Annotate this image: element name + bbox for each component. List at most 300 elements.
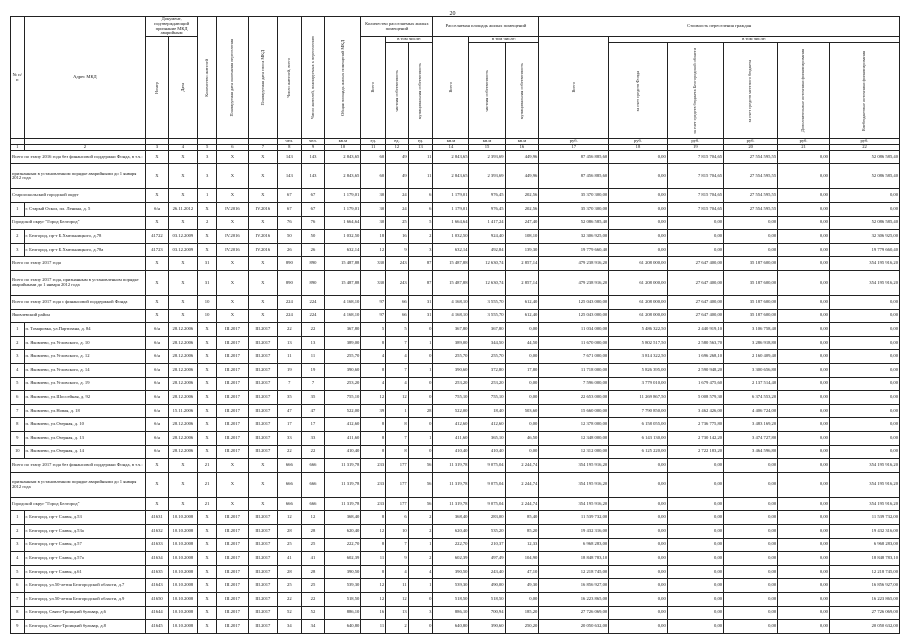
table-cell: 22 <box>277 445 301 459</box>
table-cell: 17 <box>301 418 325 432</box>
table-cell: III.2017 <box>217 620 249 634</box>
table-cell: III.2017 <box>217 524 249 538</box>
table-cell: 0,00 <box>505 350 539 364</box>
table-cell: 283,00 <box>469 511 505 525</box>
table-cell: 67 <box>301 189 325 203</box>
table-cell: 3 814 322,50 <box>609 350 668 364</box>
address-cell: г. Белгород, ул.50-летия Белгородской области, д.9 <box>24 592 146 606</box>
table-cell: 41723 <box>146 243 169 257</box>
table-cell: б/н <box>146 363 169 377</box>
table-cell: 518,50 <box>325 592 361 606</box>
address-cell: г. Белгород, пр-т Славы, д.57 <box>24 538 146 552</box>
table-cell: 28 <box>277 565 301 579</box>
table-cell: 255,70 <box>325 350 361 364</box>
address-cell: п. Яковлево, ул.Озерная, д. 14 <box>24 445 146 459</box>
table-cell: 2 <box>408 511 433 525</box>
table-cell: 31 <box>408 309 433 323</box>
table-cell: 10 <box>198 309 217 323</box>
table-cell: 11 <box>277 350 301 364</box>
table-cell: III.2017 <box>217 579 249 593</box>
table-cell: X <box>168 271 197 296</box>
table-cell: 66 <box>386 295 409 309</box>
table-cell: 35 187 600,00 <box>724 309 778 323</box>
table-cell: X <box>198 511 217 525</box>
header-area-private: частная собственность <box>483 69 489 112</box>
column-number-cell: 11 <box>361 145 386 151</box>
table-cell: 0,00 <box>667 459 723 473</box>
table-cell: 41645 <box>146 620 169 634</box>
table-cell: 19 779 660,40 <box>829 243 899 257</box>
table-cell: III.2017 <box>248 524 277 538</box>
table-cell: III.2017 <box>248 404 277 418</box>
table-cell: 0,00 <box>667 620 723 634</box>
column-number-cell: 14 <box>433 145 469 151</box>
table-row <box>11 150 900 164</box>
table-cell: III.2017 <box>248 418 277 432</box>
table-cell: 0,00 <box>609 459 668 473</box>
table-cell: 354 195 916,20 <box>829 257 899 271</box>
table-cell: X <box>198 431 217 445</box>
table-cell: 247,40 <box>505 216 539 230</box>
table-cell: X <box>198 579 217 593</box>
address-cell: г. Белгород, Свято-Троицкий бульвар, д.8 <box>24 620 146 634</box>
table-cell: X <box>168 497 197 511</box>
table-cell: 61 208 000,00 <box>609 257 668 271</box>
table-cell: 4 406 724,00 <box>724 404 778 418</box>
table-cell: 60 <box>361 164 386 189</box>
table-cell: 18,40 <box>469 404 505 418</box>
table-cell: б/н <box>146 431 169 445</box>
table-cell: 49 <box>386 150 409 164</box>
table-cell: 0,00 <box>667 472 723 497</box>
table-cell: 0,00 <box>667 606 723 620</box>
table-cell: 2 244,74 <box>505 497 539 511</box>
table-cell: 1 <box>386 404 409 418</box>
table-cell: 1 679 475,60 <box>667 377 723 391</box>
table-cell: 666 <box>277 472 301 497</box>
table-cell: III.2017 <box>248 391 277 405</box>
table-cell: X <box>168 459 197 473</box>
table-cell: 0,00 <box>829 202 899 216</box>
table-cell: 390,50 <box>325 565 361 579</box>
table-cell: 0,00 <box>778 538 830 552</box>
table-cell: 0,00 <box>724 459 778 473</box>
header-cost-region: за счет средств бюджета Белгородской области <box>692 47 698 134</box>
table-cell: 18 848 783,10 <box>539 552 609 566</box>
header-residents: Количество жителей <box>203 58 209 97</box>
table-cell: 10.10.2008 <box>168 565 197 579</box>
table-cell: 2 <box>408 552 433 566</box>
table-cell: 25 <box>301 538 325 552</box>
table-cell: 0,00 <box>829 323 899 337</box>
table-cell: 41644 <box>146 606 169 620</box>
table-cell: 1 <box>408 579 433 593</box>
table-cell: 25 <box>277 579 301 593</box>
table-cell: 255,70 <box>469 350 505 364</box>
table-cell: 0,00 <box>724 579 778 593</box>
table-cell: 16 223 865,00 <box>539 592 609 606</box>
table-cell: 2 843,65 <box>325 150 361 164</box>
table-cell: б/н <box>146 391 169 405</box>
table-cell: 0 <box>408 350 433 364</box>
table-row <box>11 445 900 459</box>
table-cell: 0,00 <box>778 524 830 538</box>
row-label-cell: Городской округ "Город Белгород" <box>11 216 146 230</box>
unit-cell: кв.м <box>325 139 361 145</box>
table-cell: 0,00 <box>778 230 830 244</box>
table-cell: 41643 <box>146 579 169 593</box>
table-cell: 0,00 <box>829 445 899 459</box>
address-cell: г. Белгород, пр-т Славы, д.57а <box>24 552 146 566</box>
table-cell: 354 195 916,20 <box>539 459 609 473</box>
table-cell: 9 <box>386 243 409 257</box>
table-cell: 35 370 300,00 <box>539 202 609 216</box>
row-number-cell: 2 <box>11 524 25 538</box>
table-cell: 87 <box>408 257 433 271</box>
table-cell: 41632 <box>146 524 169 538</box>
row-label-cell: Старооскольский городской округ <box>11 189 146 203</box>
table-cell: 4 <box>408 565 433 579</box>
address-cell: г. Белгород, пр-т Б.Хмельницкого, д.78 <box>24 230 146 244</box>
table-cell: 1 <box>408 363 433 377</box>
table-cell: 4 <box>386 377 409 391</box>
table-cell: 61 208 000,00 <box>609 271 668 296</box>
table-cell: III.2017 <box>248 620 277 634</box>
unit-cell: ед. <box>408 139 433 145</box>
table-cell: 143 <box>301 150 325 164</box>
table-cell: 32 306 925,00 <box>829 230 899 244</box>
table-cell: 890 <box>277 257 301 271</box>
table-cell: X <box>248 271 277 296</box>
table-cell: 41634 <box>146 552 169 566</box>
table-cell: 0 <box>408 445 433 459</box>
table-row <box>11 524 900 538</box>
table-cell: 7 <box>386 538 409 552</box>
table-cell: 22 <box>277 323 301 337</box>
table-cell: 97 <box>361 295 386 309</box>
table-cell: III.2017 <box>248 431 277 445</box>
table-cell: 11 319,78 <box>325 472 361 497</box>
table-cell: 224 <box>301 309 325 323</box>
table-cell: III.2017 <box>217 538 249 552</box>
table-cell: 632,14 <box>325 243 361 257</box>
header-document: Документ, подтверждающий признание МКД аварийным <box>146 17 198 37</box>
table-cell: 35 370 300,00 <box>539 189 609 203</box>
unit-cell: кв.м <box>469 139 505 145</box>
table-cell: 33 <box>301 431 325 445</box>
table-cell: 3 286 918,80 <box>724 336 778 350</box>
row-number-cell: 2 <box>11 230 25 244</box>
table-cell: 0,00 <box>667 565 723 579</box>
table-cell: III.2017 <box>248 511 277 525</box>
table-cell: X <box>198 391 217 405</box>
table-cell: 5 826 395,00 <box>609 363 668 377</box>
table-cell: 0,00 <box>505 377 539 391</box>
column-number-cell: 16 <box>505 145 539 151</box>
table-cell: 5 <box>408 216 433 230</box>
header-rooms-group: Количество расселяемых жилых помещений <box>361 17 433 37</box>
table-cell: 2 393,69 <box>469 164 505 189</box>
table-cell: 31 <box>198 271 217 296</box>
table-cell: 85,40 <box>505 511 539 525</box>
table-row <box>11 431 900 445</box>
table-cell: б/н <box>146 377 169 391</box>
table-row <box>11 538 900 552</box>
table-cell: 18 <box>361 230 386 244</box>
table-cell: 0,00 <box>724 511 778 525</box>
table-cell: 354 195 916,20 <box>539 472 609 497</box>
table-cell: 21 <box>198 459 217 473</box>
table-cell: 412,60 <box>469 418 505 432</box>
table-cell: 0,00 <box>724 497 778 511</box>
table-cell: 0,00 <box>778 552 830 566</box>
table-cell: X <box>146 497 169 511</box>
table-cell: 253,20 <box>433 377 469 391</box>
table-cell: 8 <box>361 363 386 377</box>
table-cell: 0,00 <box>667 243 723 257</box>
table-cell: 976,45 <box>469 202 505 216</box>
table-cell: 41650 <box>146 592 169 606</box>
table-cell: 20 050 632,00 <box>829 620 899 634</box>
address-cell: г. Белгород, пр-т Б.Хмельницкого, д.78а <box>24 243 146 257</box>
table-cell: 210,37 <box>469 538 505 552</box>
table-cell: X <box>198 202 217 216</box>
table-cell: 12 <box>301 511 325 525</box>
table-cell: 222,70 <box>325 538 361 552</box>
table-cell: 0,00 <box>778 243 830 257</box>
table-cell: 125 043 000,00 <box>539 309 609 323</box>
table-cell: 7 <box>386 336 409 350</box>
table-cell: 1 179,01 <box>433 202 469 216</box>
table-cell: 61 208 000,00 <box>609 309 668 323</box>
table-cell: 0,00 <box>609 592 668 606</box>
table-cell: 410,40 <box>469 445 505 459</box>
table-cell: 2 137 514,40 <box>724 377 778 391</box>
table-cell: 16 223 865,00 <box>829 592 899 606</box>
table-cell: 4 <box>361 377 386 391</box>
table-cell: 3 464 596,80 <box>724 445 778 459</box>
table-cell: 28 <box>301 565 325 579</box>
table-cell: 1 <box>408 538 433 552</box>
table-cell: 2 244,74 <box>505 459 539 473</box>
table-cell: 2 580 563,70 <box>667 336 723 350</box>
unit-cell: руб. <box>724 139 778 145</box>
row-number-cell: 1 <box>11 202 25 216</box>
table-cell: 26.11.2012 <box>168 202 197 216</box>
table-cell: 0,00 <box>778 459 830 473</box>
table-cell: 35 <box>277 391 301 405</box>
table-cell: 3 <box>408 243 433 257</box>
table-cell: 3 300 656,80 <box>724 363 778 377</box>
table-row <box>11 243 900 257</box>
table-cell: 0,00 <box>829 350 899 364</box>
table-cell: 666 <box>301 472 325 497</box>
table-cell: 4 168,10 <box>433 309 469 323</box>
table-cell: 0,00 <box>609 511 668 525</box>
table-cell: 666 <box>301 497 325 511</box>
table-cell: 50 <box>301 230 325 244</box>
table-cell: 0,00 <box>609 538 668 552</box>
table-cell: 15 660 000,00 <box>539 404 609 418</box>
table-cell: X <box>198 363 217 377</box>
address-cell: г. Белгород, Свято-Троицкий бульвар, д.6 <box>24 606 146 620</box>
table-cell: 12 378 000,00 <box>539 418 609 432</box>
table-cell: 6 125 220,00 <box>609 445 668 459</box>
table-cell: 52 086 585,40 <box>539 216 609 230</box>
column-number-cell: 3 <box>146 145 169 151</box>
header-cost-local: за счет средств местного бюджета <box>747 59 753 122</box>
table-cell: 6 968 283,00 <box>829 538 899 552</box>
table-cell: 253,20 <box>325 377 361 391</box>
table-cell: X <box>248 472 277 497</box>
table-cell: 0 <box>408 620 433 634</box>
table-cell: III.2017 <box>217 511 249 525</box>
table-cell: 11 <box>408 150 433 164</box>
unit-cell: чел. <box>277 139 301 145</box>
address-cell: п. Яковлево, ул.Угловского, д. 19 <box>24 377 146 391</box>
table-cell: 503,60 <box>505 404 539 418</box>
unit-cell: руб. <box>778 139 830 145</box>
table-cell: 41635 <box>146 565 169 579</box>
table-row <box>11 189 900 203</box>
table-cell: 0,00 <box>667 592 723 606</box>
table-cell: 31 <box>408 295 433 309</box>
table-cell: 755,10 <box>325 391 361 405</box>
column-number-cell: 12 <box>386 145 409 151</box>
table-cell: 0,00 <box>667 511 723 525</box>
table-cell: 410,40 <box>433 445 469 459</box>
table-cell: 47,10 <box>505 565 539 579</box>
table-cell: 1 696 268,10 <box>667 350 723 364</box>
column-number-cell: 20 <box>724 145 778 151</box>
address-cell: п. Томаровка, ул.Партизана, д. 84 <box>24 323 146 337</box>
table-cell: X <box>198 538 217 552</box>
table-cell: 87 456 885,60 <box>539 164 609 189</box>
table-row <box>11 336 900 350</box>
table-row <box>11 552 900 566</box>
table-cell: 354 195 916,20 <box>539 497 609 511</box>
table-row <box>11 202 900 216</box>
table-cell: 243 <box>386 271 409 296</box>
table-cell: 11 319,78 <box>433 497 469 511</box>
table-cell: 27 554 595,55 <box>724 189 778 203</box>
table-row <box>11 620 900 634</box>
header-no: № п/п <box>11 17 25 139</box>
table-row <box>11 418 900 432</box>
column-number-cell: 2 <box>24 145 146 151</box>
table-cell: 1 179,01 <box>325 189 361 203</box>
table-cell: X <box>198 404 217 418</box>
table-cell: 243,40 <box>469 565 505 579</box>
table-cell: 0,00 <box>778 404 830 418</box>
table-cell: 11 539 732,00 <box>539 511 609 525</box>
table-cell: X <box>198 230 217 244</box>
table-cell: 27 554 595,55 <box>724 164 778 189</box>
table-cell: 19 779 660,40 <box>539 243 609 257</box>
table-cell: 10.10.2008 <box>168 592 197 606</box>
table-cell: 6 <box>386 511 409 525</box>
table-cell: 518,50 <box>469 592 505 606</box>
table-cell: 0,00 <box>829 431 899 445</box>
table-row <box>11 295 900 309</box>
table-cell: X <box>168 189 197 203</box>
table-cell: 612,40 <box>505 309 539 323</box>
table-cell: 19 <box>301 363 325 377</box>
table-cell: 0,00 <box>829 363 899 377</box>
table-cell: 490,00 <box>469 579 505 593</box>
row-number-cell: 5 <box>11 377 25 391</box>
table-cell: X <box>248 309 277 323</box>
header-rooms-municipal: муниципальная собственность <box>417 62 423 119</box>
table-cell: 1 032,50 <box>325 230 361 244</box>
table-cell: 52 086 585,40 <box>829 216 899 230</box>
table-cell: III.2017 <box>248 552 277 566</box>
table-cell: X <box>168 216 197 230</box>
table-cell: 8 <box>361 511 386 525</box>
table-cell: 22 653 000,00 <box>539 391 609 405</box>
table-cell: 8 <box>386 418 409 432</box>
table-cell: X <box>198 323 217 337</box>
table-cell: 330 <box>361 271 386 296</box>
address-cell: п. Яковлево, ул.Озерная, д. 13 <box>24 431 146 445</box>
unit-cell: кв.м <box>433 139 469 145</box>
table-cell: 21 <box>198 497 217 511</box>
table-cell: 12 <box>361 579 386 593</box>
table-cell: X <box>198 524 217 538</box>
table-cell: 0,00 <box>609 189 668 203</box>
table-cell: 87 456 885,60 <box>539 150 609 164</box>
table-cell: 890 <box>301 257 325 271</box>
address-cell: п. Яковлево, ул.Угловского, д. 10 <box>24 336 146 350</box>
table-cell: 0,00 <box>829 404 899 418</box>
table-cell: 3 <box>408 606 433 620</box>
table-cell: 522,00 <box>433 404 469 418</box>
table-cell: X <box>217 257 249 271</box>
table-cell: 17,80 <box>505 363 539 377</box>
table-cell: X <box>198 620 217 634</box>
table-cell: 0,00 <box>778 257 830 271</box>
table-cell: 19 432 316,00 <box>829 524 899 538</box>
table-cell: 26 <box>277 243 301 257</box>
table-cell: 28.12.2006 <box>168 350 197 364</box>
table-cell: 25 <box>386 216 409 230</box>
table-cell: 0,00 <box>778 497 830 511</box>
table-cell: 22 <box>277 592 301 606</box>
table-cell: 224 <box>277 309 301 323</box>
table-cell: III.2017 <box>217 350 249 364</box>
table-cell: 390,60 <box>325 363 361 377</box>
column-number-cell: 21 <box>778 145 830 151</box>
table-row <box>11 271 900 296</box>
table-cell: X <box>248 164 277 189</box>
table-cell: 19 432 316,00 <box>539 524 609 538</box>
table-cell: 5 486 322,50 <box>609 323 668 337</box>
table-cell: 50 <box>277 230 301 244</box>
column-number-cell: 9 <box>301 145 325 151</box>
header-cost-extra: Дополнительные источники финансирования <box>800 49 806 133</box>
column-number-cell: 7 <box>248 145 277 151</box>
table-cell: X <box>217 150 249 164</box>
table-cell: IV.2016 <box>217 202 249 216</box>
table-cell: 67 <box>301 202 325 216</box>
table-cell: 389,00 <box>433 336 469 350</box>
table-cell: 7 <box>277 377 301 391</box>
header-address: Адрес МКД <box>24 17 146 139</box>
column-number-cell: 4 <box>168 145 197 151</box>
table-cell: III.2017 <box>248 445 277 459</box>
table-cell: 0,00 <box>829 391 899 405</box>
table-cell: 11 539 732,00 <box>829 511 899 525</box>
